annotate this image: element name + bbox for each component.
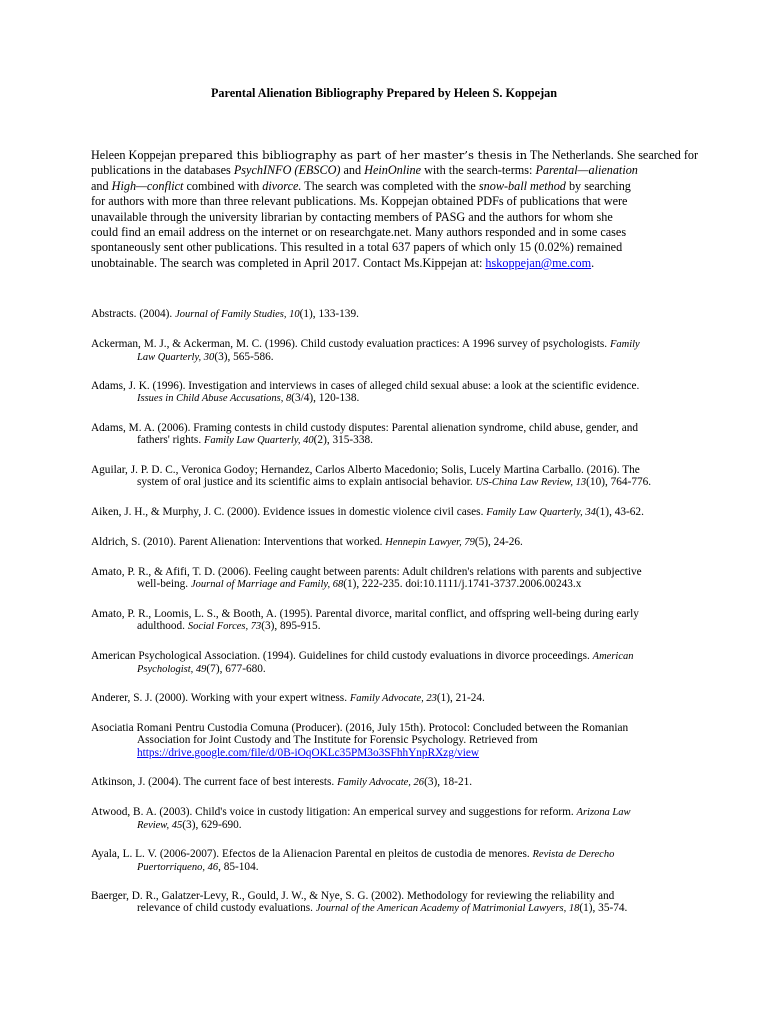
ref-text: well-being. xyxy=(137,578,191,591)
intro-text: combined with xyxy=(183,178,263,193)
reference-entry xyxy=(91,308,691,321)
intro-text: unobtainable. The search was completed in April 2017. Contact Ms.Kippejan at: xyxy=(91,255,486,270)
ref-text: Aguilar, J. P. D. C., Veronica Godoy; Hernandez, Carlos Alberto Macedonio; Solis, Lucely Martina Carballo. (2016). The xyxy=(91,464,640,476)
ref-text: Aiken, J. H., & Murphy, J. C. (2000). Evidence issues in domestic violence civil cases. xyxy=(91,506,487,518)
ref-journal: Psychologist, 49 xyxy=(137,664,207,676)
reference-entry xyxy=(91,422,691,448)
ref-text: (3), 629-690. xyxy=(182,819,242,832)
ref-journal: Arizona Law xyxy=(576,807,631,818)
ref-text: (1), 21-24. xyxy=(436,692,485,704)
ref-journal: Hennepin Lawyer, 79 xyxy=(385,537,475,548)
intro-line-2 xyxy=(91,163,691,178)
ref-journal: US-China Law Review, 13 xyxy=(475,477,587,489)
reference-entry xyxy=(91,722,691,759)
ref-text: American Psychological Association. (1994). Guidelines for child custody evaluations in divorce proceedings. xyxy=(91,650,593,662)
intro-line-4: for authors with more than three relevant publications. Ms. Koppejan obtained PDFs of publications that were xyxy=(91,194,628,209)
intro-text: with the search-terms: xyxy=(421,163,536,178)
ref-text: (7), 677-680. xyxy=(206,663,266,676)
intro-line-7: spontaneously sent other publications. This resulted in a total 637 papers of which only 15 (0.02%) remained xyxy=(91,240,623,255)
ref-journal: Journal of the American Academy of Matrimonial Lawyers, 18 xyxy=(315,903,580,915)
ref-text: (5), 24-26. xyxy=(474,536,523,548)
ref-text: Baerger, D. R., Galatzer-Levy, R., Gould, J. W., & Nye, S. G. (2002). Methodology for reviewing the reliability and xyxy=(91,890,615,902)
reference-entry xyxy=(91,566,691,592)
reference-url-link[interactable]: https://drive.google.com/file/d/0B-iOqOKLc35PM3o3SFhhYnpRXzg/view xyxy=(137,746,480,759)
intro-paragraph xyxy=(91,148,699,271)
reference-entry xyxy=(91,806,691,833)
database-name: HeinOnline xyxy=(364,163,422,178)
ref-text: Anderer, S. J. (2000). Working with your expert witness. xyxy=(91,692,350,704)
ref-text: (1), 222-235. doi:10.1111/j.1741-3737.2006.00243.x xyxy=(343,578,582,591)
intro-text: . xyxy=(591,255,595,270)
ref-journal: Law Quarterly, 30 xyxy=(137,352,215,364)
reference-entry xyxy=(91,506,691,519)
search-term: divorce. xyxy=(262,178,302,193)
ref-journal: Family Advocate, 26 xyxy=(337,777,425,788)
intro-text: prepared this bibliography as part of her master’s thesis in xyxy=(179,148,528,162)
ref-text: relevance of child custody evaluations. xyxy=(137,902,316,915)
contact-email-link[interactable]: hskoppejan@me.com xyxy=(485,255,592,270)
reference-entry xyxy=(91,650,691,677)
search-term: High—conflict xyxy=(111,178,184,193)
search-term: Parental—alienation xyxy=(535,163,638,178)
intro-text: The search was completed with the xyxy=(301,178,479,193)
ref-text: (1), 133-139. xyxy=(299,308,359,320)
ref-text: Amato, P. R., Loomis, L. S., & Booth, A. (1995). Parental divorce, marital conflict, and offspring well-being during early xyxy=(91,608,639,620)
ref-journal: Review, 45 xyxy=(137,820,183,832)
ref-text: (10), 764-776. xyxy=(586,476,652,489)
ref-text: (1), 43-62. xyxy=(595,506,644,518)
ref-text: (3), 18-21. xyxy=(424,776,473,788)
ref-journal: Issues in Child Abuse Accusations, 8 xyxy=(137,393,292,405)
intro-text: publications in the databases xyxy=(91,163,234,178)
reference-entry xyxy=(91,608,691,634)
ref-text: Abstracts. (2004). xyxy=(91,308,176,320)
reference-entry xyxy=(91,848,691,875)
ref-text: Amato, P. R., & Afifi, T. D. (2006). Feeling caught between parents: Adult children's relations with parents and subjective xyxy=(91,566,642,578)
ref-text: Atkinson, J. (2004). The current face of best interests. xyxy=(91,776,338,788)
ref-journal: Family xyxy=(609,339,640,350)
ref-journal: American xyxy=(592,651,634,662)
ref-journal: Journal of Family Studies, 10 xyxy=(175,309,300,320)
intro-text: by searching xyxy=(565,178,631,193)
ref-journal: Family Advocate, 23 xyxy=(349,693,437,704)
ref-journal: Revista de Derecho xyxy=(532,849,615,860)
ref-journal: Family Law Quarterly, 40 xyxy=(203,435,314,447)
reference-entry xyxy=(91,692,691,705)
ref-text: Atwood, B. A. (2003). Child's voice in custody litigation: An emperical survey and suggestions for reform. xyxy=(91,806,577,818)
ref-journal: Puertorriqueno, 46 xyxy=(137,862,219,874)
ref-journal: Family Law Quarterly, 34 xyxy=(486,507,596,518)
reference-entry xyxy=(91,338,691,365)
intro-line-1 xyxy=(91,148,699,163)
intro-line-8 xyxy=(91,256,691,271)
ref-journal: Social Forces, 73 xyxy=(187,621,262,633)
ref-text: Association for Joint Custody and The Institute for Forensic Psychology. Retrieved from xyxy=(137,734,538,747)
ref-text: (3/4), 120-138. xyxy=(291,392,360,405)
search-method: snow-ball method xyxy=(478,178,566,193)
reference-entry xyxy=(91,464,691,490)
reference-entry xyxy=(91,380,691,406)
ref-text: (3), 895-915. xyxy=(261,620,321,633)
intro-text: and xyxy=(340,163,365,178)
ref-text: , 85-104. xyxy=(218,861,259,874)
intro-line-5: unavailable through the university librarian by contacting members of PASG and the authors for whom she xyxy=(91,209,613,224)
reference-entry xyxy=(91,776,691,789)
intro-line-3 xyxy=(91,179,691,194)
ref-text: (1), 35-74. xyxy=(579,902,628,915)
ref-journal: Journal of Marriage and Family, 68 xyxy=(190,579,344,591)
intro-text: Heleen Koppejan xyxy=(91,148,179,162)
intro-line-6: could find an email address on the internet or on researchgate.net. Many authors responded and in some cases xyxy=(91,225,627,240)
ref-text: Adams, M. A. (2006). Framing contests in child custody disputes: Parental alienation syndrome, child abuse, gender, and xyxy=(91,422,639,434)
intro-text: and xyxy=(91,178,112,193)
ref-text: adulthood. xyxy=(137,620,188,633)
reference-entry xyxy=(91,890,691,916)
ref-text: Adams, J. K. (1996). Investigation and interviews in cases of alleged child sexual abuse: a look at the scientific evidence. xyxy=(91,380,640,392)
ref-text: Ayala, L. L. V. (2006-2007). Efectos de la Alienacion Parental en pleitos de custodia de menores. xyxy=(91,848,533,860)
ref-text: Aldrich, S. (2010). Parent Alienation: Interventions that worked. xyxy=(91,536,386,548)
ref-text: system of oral justice and its scientific aims to explain antisocial behavior. xyxy=(137,476,476,489)
page-title: Parental Alienation Bibliography Prepared by Heleen S. Koppejan xyxy=(210,86,557,100)
ref-text: fathers' rights. xyxy=(137,434,204,447)
reference-entry xyxy=(91,536,691,549)
ref-text: Ackerman, M. J., & Ackerman, M. C. (1996). Child custody evaluation practices: A 1996 survey of psychologists. xyxy=(91,338,610,350)
ref-text: Asociatia Romani Pentru Custodia Comuna (Producer). (2016, July 15th). Protocol: Concluded between the Romanian xyxy=(91,722,629,734)
database-name: PsychINFO (EBSCO) xyxy=(233,163,341,178)
ref-text: (3), 565-586. xyxy=(214,351,274,364)
ref-text: (2), 315-338. xyxy=(313,434,373,447)
intro-text: The Netherlands. She searched for xyxy=(527,148,699,162)
